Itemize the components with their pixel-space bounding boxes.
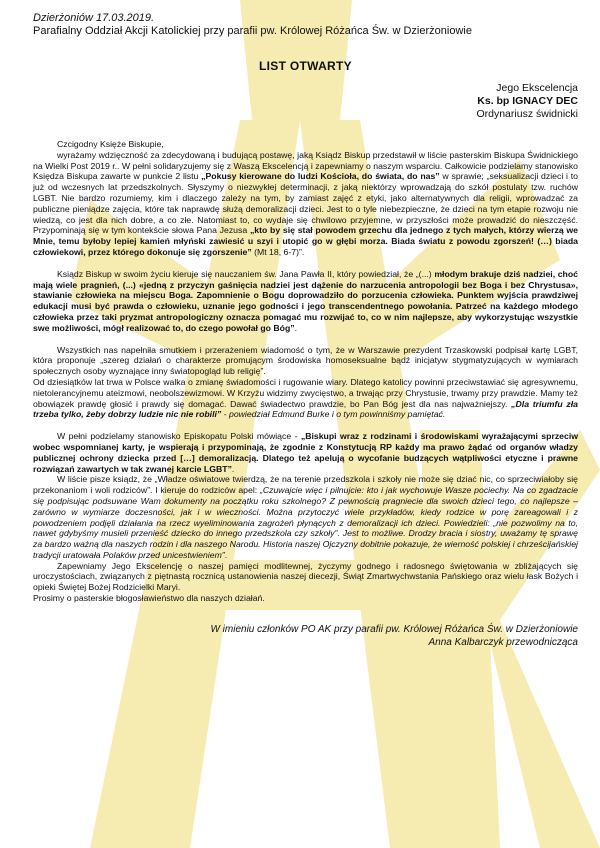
signature-block <box>33 623 578 649</box>
p6-text-b: „Czuwajcie więc i pilnujcie: kto i jak wychowuje Wasze pociechy. Na co zgadzacie się podpisując podsuwane Wam dokumenty na początku roku szkolnego? Z pewnością pragniecie dla swoich dzieci tego, co najlepsze – zarówno w wymiarze doczesności, jak i w wieczności. Można przytoczyć wiele przykładów, kiedy rodzice w porę zareagowali i z powodzeniem podjęli działania na rzecz wyeliminowania zagrożeń płynących z demoralizacji ich dzieci. Powiedzieli: „nie pozwolimy na to, nawet gdybyśmy musieli przenieść dziecko do innego przedszkola czy szkoły”. Jest to możliwe. Drodzy bracia i siostry, uważamy tę sprawę za bardzo ważną dla naszych rodzin i dla naszego Narodu. Historia naszej Ojczyzny dobitnie pokazuje, że wierność polskiej i chrześcijańskiej tradycji uratowała Polaków przed unicestwieniem” <box>33 485 578 560</box>
paragraph-1 <box>33 150 578 258</box>
p1-text-d: „kto by się stał powodem grzechu dla jednego z tych małych, którzy wierzą we Mnie, temu byłoby lepiej kamień młyński zawiesić u szyi i utopić go w głębi morza. Biada światu z powodu zgorszeń! (…) biada człowiekowi, przez którego dokonuje się zgorszenie” <box>33 225 579 257</box>
paragraph-7: Zapewniamy Jego Ekscelencję o naszej pamięci modlitewnej, życzymy godnego i radosnego świętowania w zbliżających się uroczystościach, związanych z piętnastą rocznicą ustanowienia naszej diecezji, Świąt Zmartwychwstania Pańskiego oraz wielu łask Bożych i opieki Świętej Bożej Rodzicielki Maryi. <box>33 560 578 593</box>
paragraph-6 <box>33 474 578 560</box>
place-date: Dzierżoniów 17.03.2019. <box>33 12 155 24</box>
p6-text-c: . <box>224 549 228 560</box>
paragraph-2 <box>33 269 578 334</box>
paragraph-8: Prosimy o pasterskie błogosławieństwo dla naszych działań. <box>33 593 265 604</box>
p1-text-a: wyrażamy wdzięczność za zdecydowaną i budującą postawę, jaką Ksiądz Biskup przedstawił w liście pasterskim Biskupa Świdnickiego na Wielki Post 2019 r.. W pełni solidaryzujemy się z Waszą Ekscelencją i zapewniamy o naszym wsparciu. Całkowicie podzielamy stanowisko Księdza Biskupa zawarte w punkcie 2 listu <box>33 149 578 182</box>
p4-text-b: „Dla triumfu zła trzeba tylko, żeby dobrzy ludzie nic nie robili” <box>33 398 578 420</box>
letter-content <box>33 12 578 649</box>
p4-text-a: Od dziesiątków lat trwa w Polsce walka o zmianę świadomości i rugowanie wiary. Dlatego katolicy powinni przeciwstawiać się agresywnemu, nietolerancyjnemu ateizmowi, neobolszewizmowi. W Krzyżu widzimy zwycięstwo, a trwając przy Chrystusie, trwamy przy prawdzie. Mamy też obowiązek prawdę głosić i prawdy się domagać. Dawać świadectwo prawdzie, bo Pan Bóg jest dla nas najważniejszy. <box>33 376 578 409</box>
addressee-line-3: Ordynariusz świdnicki <box>476 108 578 120</box>
p1-text-e: (Mt 18, 6-7)”. <box>251 246 305 257</box>
p2-text-b: młodym brakuje dziś nadziei, choć mają wiele pragnień, (...) «jedną z przyczyn gaśnięcia nadziei jest dążenie do narzucenia antropologii bez Boga i bez Chrystusa», stawianie człowieka na miejscu Boga. Zapomnienie o Bogu doprowadziło do porzucenia człowieka. Punktem wyjścia prawdziwej edukacji musi być prawda o człowieku, uznanie jego godności i jego transcendentnego powołania. Patrzeć na każdego młodego człowieka przez taki pryzmat antropologiczny oznacza pomagać mu rozwijać to, co w nim najlepsze, aby wykorzystując wszystkie swe możliwości, mógł realizować to, do czego powołał go Bóg” <box>33 268 578 333</box>
salutation: Czcigodny Księże Biskupie, <box>57 139 164 149</box>
paragraph-5 <box>33 431 578 474</box>
paragraph-3: Wszystkich nas napełniła smutkiem i przerażeniem wiadomość o tym, że w Warszawie prezydent Trzaskowski podpisał kartę LGBT, która proponuje „szereg działań o charakterze promującym środowiska homoseksualne bądź inicjatyw stygmatyzujących w wymiarach społecznych osoby wyznające inny światopogląd lub religię”. <box>33 344 578 377</box>
addressee-name: Ks. bp IGNACY DEC <box>477 95 578 107</box>
signature-line-1: W imieniu członków PO AK przy parafii pw. Królowej Różańca Św. w Dzierżoniowie <box>210 623 578 635</box>
p2-text-a: Ksiądz Biskup w swoim życiu kieruje się nauczaniem św. Jana Pawła II, który powiedział, że „(...) <box>57 268 435 279</box>
p1-text-b: „Pokusy kierowane do ludzi Kościoła, do świata, do nas” <box>201 171 440 182</box>
p4-text-c: - powiedział Edmund Burke i o tym powinniśmy pamiętać. <box>221 409 446 420</box>
p1-text-c: w sprawie; „seksualizacji dzieci i to już od wczesnych lat przedszkolnych. Słyszymy o niezwykłej determinacji, z jaką niektórzy wprowadzają do szkół postulaty tzw. ruchów LGBT. Nie bardzo rozumiemy, kim i dlaczego zależy na tym, by zamiast zajęć z etyki, jako alternatywnych dla religii, wprowadzać za publiczne pieniądze zajęcia, które tak naprawdę służą demoralizacji dzieci. Jest to o tyle niebezpieczne, że dzieci na tym etapie rozwoju nie wiedzą, co jest dla nich dobre, a co złe. Natomiast to, co wydaje się chwilowo przyjemne, w przyszłości może prowadzić do nieszczęść. Przypominają się w tym kontekście słowa Pana Jezusa <box>33 171 578 236</box>
addressee-line-1: Jego Ekscelencja <box>496 82 578 94</box>
sender-organization: Parafialny Oddział Akcji Katolickiej przy parafii pw. Królowej Różańca Św. w Dzierżoniowie <box>33 25 472 37</box>
addressee-block <box>33 82 578 121</box>
p5-text-c: . <box>231 463 235 474</box>
p5-text-b: „Biskupi wraz z rodzinami i środowiskami wyrażającymi sprzeciw wobec wspomnianej karty, je wspierają i przypominają, że zgodnie z Konstytucją RP każdy ma prawo żądać od organów władzy publicznej ochrony dziecka przed […] demoralizacją. Dlatego też apelują o wycofanie budzących wątpliwości etyczne i prawne rozwiązań zawartych w tak zwanej karcie LGBT” <box>33 431 578 474</box>
letter-title: LIST OTWARTY <box>259 59 352 73</box>
signature-line-2: Anna Kalbarczyk przewodnicząca <box>428 636 578 648</box>
p2-text-c: . <box>294 322 298 333</box>
p6-text-a: W liście pisze ksiądz, że „Władze oświatowe twierdzą, że na terenie przedszkola i szkoły nie może się dziać nic, co sprzeciwiałoby się przekonaniom i woli rodziców”. I kieruje do rodziców apel: <box>33 474 578 496</box>
paragraph-4 <box>33 377 578 420</box>
p5-text-a: W pełni podzielamy stanowisko Episkopatu Polski mówiące - <box>57 431 301 442</box>
letter-body <box>33 139 578 604</box>
